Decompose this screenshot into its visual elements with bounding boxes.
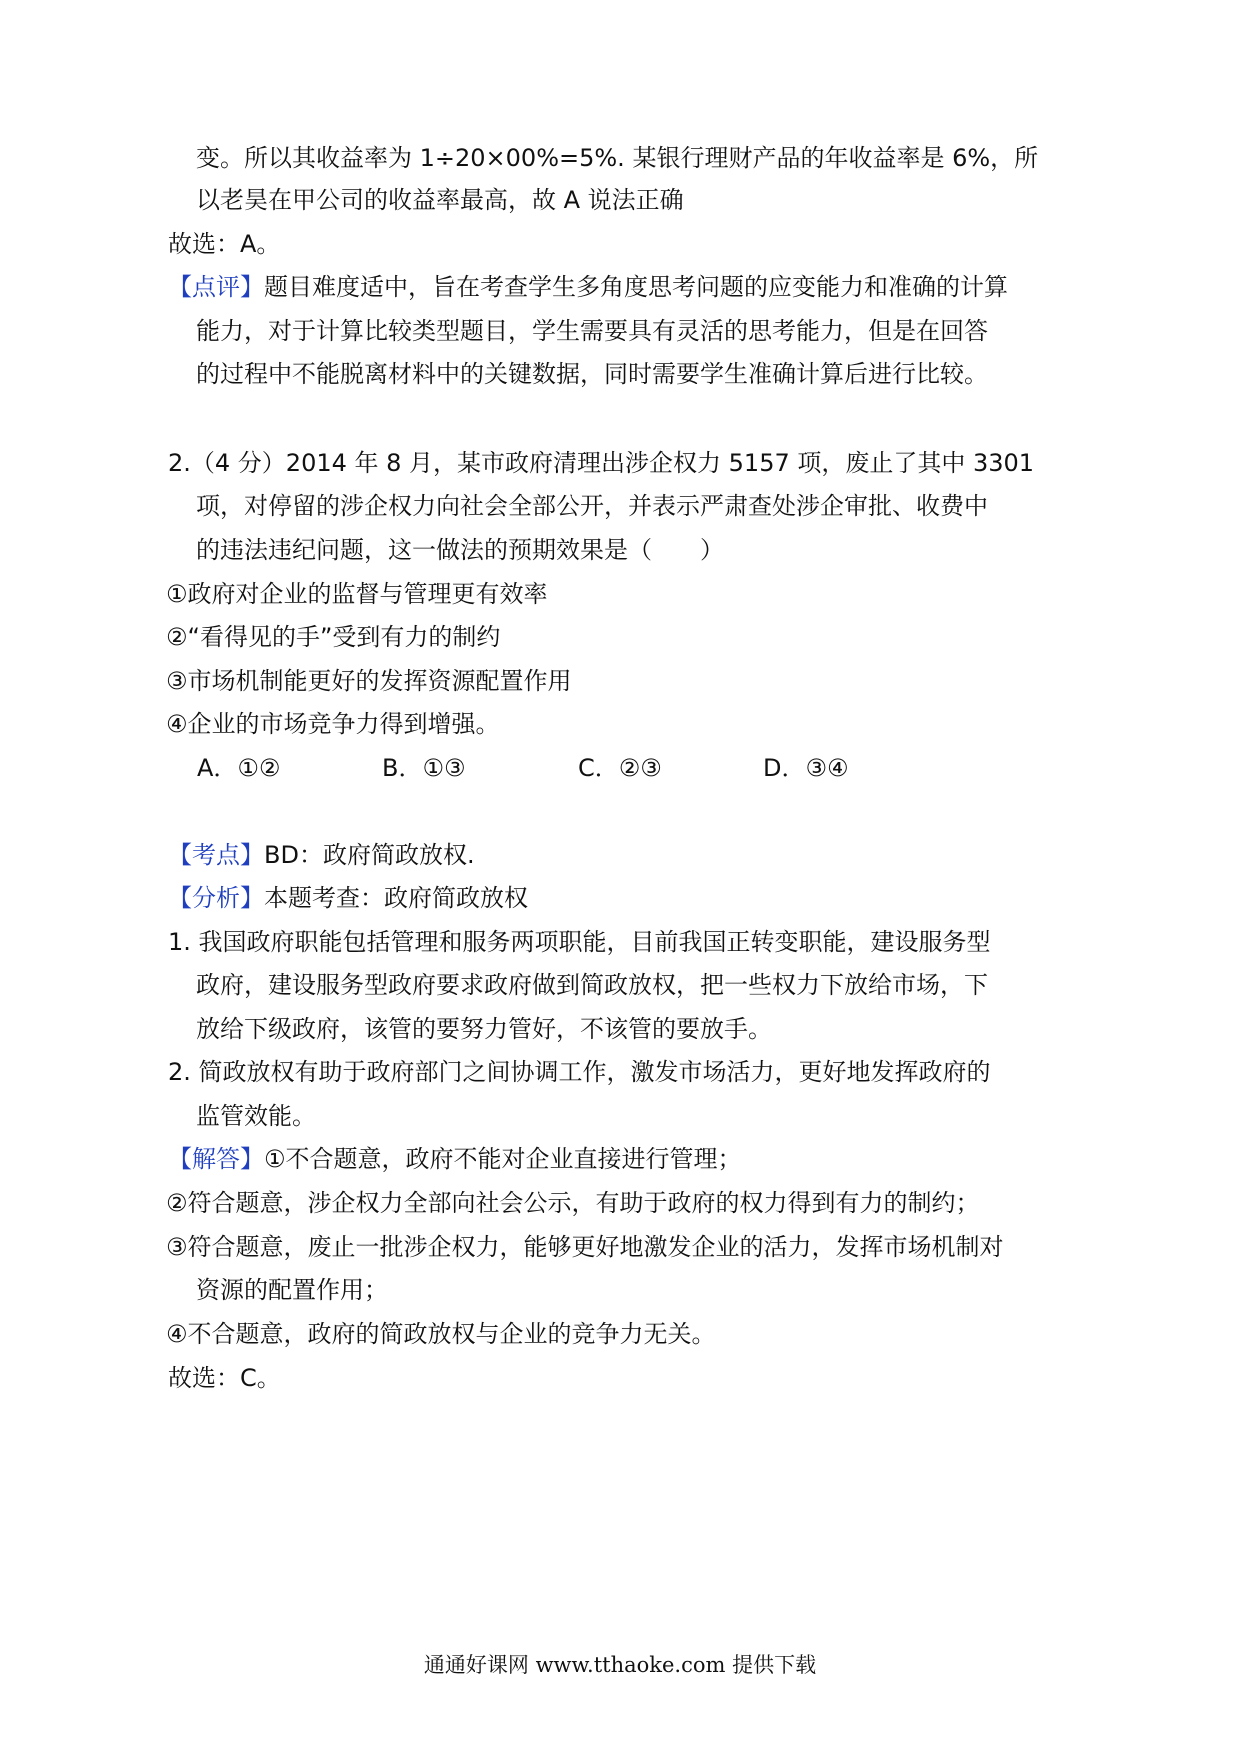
kaodian-tag: 【考点】 [168, 841, 264, 869]
option-d: D．③④ [763, 754, 849, 782]
statement-1: ①政府对企业的监督与管理更有效率 [166, 580, 548, 608]
fenxi-line [168, 881, 528, 915]
statement-3: ③市场机制能更好的发挥资源配置作用 [166, 667, 572, 695]
jieda-tag: 【解答】 [168, 1145, 264, 1173]
option-c: C．②③ [578, 754, 662, 782]
comment-line-1 [168, 270, 1008, 304]
fenxi-tag: 【分析】 [168, 884, 264, 912]
option-b: B．①③ [382, 754, 466, 782]
kaodian-line [168, 838, 475, 872]
footer-text: 通通好课网 www.tthaoke.com 提供下载 [423, 1653, 817, 1677]
jieda-line-4: 资源的配置作用； [196, 1276, 388, 1304]
prev-answer: 故选：A。 [168, 230, 281, 258]
point-line-5: 监管效能。 [196, 1102, 316, 1130]
prev-line-1: 变。所以其收益率为 1÷20×00%=5%. 某银行理财产品的年收益率是 6%，所 [196, 144, 1039, 172]
q2-line-2: 项，对停留的涉企权力向社会全部公开，并表示严肃查处涉企审批、收费中 [196, 492, 988, 520]
final-answer: 故选：C。 [168, 1364, 281, 1392]
jieda-line-2: ②符合题意，涉企权力全部向社会公示，有助于政府的权力得到有力的制约； [166, 1189, 980, 1217]
fenxi-text: 本题考查：政府简政放权 [264, 884, 528, 912]
point-line-1: 1. 我国政府职能包括管理和服务两项职能，目前我国正转变职能，建设服务型 [168, 928, 991, 956]
comment-tag: 【点评】 [168, 273, 264, 301]
comment-line-2: 能力，对于计算比较类型题目，学生需要具有灵活的思考能力，但是在回答 [196, 317, 988, 345]
point-line-3: 放给下级政府，该管的要努力管好，不该管的要放手。 [196, 1015, 772, 1043]
jieda-text: ①不合题意，政府不能对企业直接进行管理； [264, 1145, 742, 1173]
q2-line-3: 的违法违纪问题，这一做法的预期效果是（ ） [196, 536, 724, 564]
comment-line-3: 的过程中不能脱离材料中的关键数据，同时需要学生准确计算后进行比较。 [196, 360, 988, 388]
point-line-4: 2. 简政放权有助于政府部门之间协调工作，激发市场活力，更好地发挥政府的 [168, 1058, 991, 1086]
jieda-line-5: ④不合题意，政府的简政放权与企业的竞争力无关。 [166, 1320, 716, 1348]
prev-line-2: 以老昊在甲公司的收益率最高，故 A 说法正确 [196, 186, 684, 214]
jieda-line-1 [168, 1142, 742, 1176]
statement-4: ④企业的市场竞争力得到增强。 [166, 710, 500, 738]
jieda-line-3: ③符合题意，废止一批涉企权力，能够更好地激发企业的活力，发挥市场机制对 [166, 1233, 1004, 1261]
option-row [0, 751, 1240, 785]
comment-text: 题目难度适中，旨在考查学生多角度思考问题的应变能力和准确的计算 [264, 273, 1008, 301]
q2-line-1: 2.（4 分）2014 年 8 月，某市政府清理出涉企权力 5157 项，废止了其中 3301 [168, 449, 1035, 477]
kaodian-text: BD：政府简政放权. [264, 841, 475, 869]
statement-2: ②“看得见的手”受到有力的制约 [166, 623, 501, 651]
point-line-2: 政府，建设服务型政府要求政府做到简政放权，把一些权力下放给市场，下 [196, 971, 988, 999]
option-a: A．①② [197, 754, 281, 782]
